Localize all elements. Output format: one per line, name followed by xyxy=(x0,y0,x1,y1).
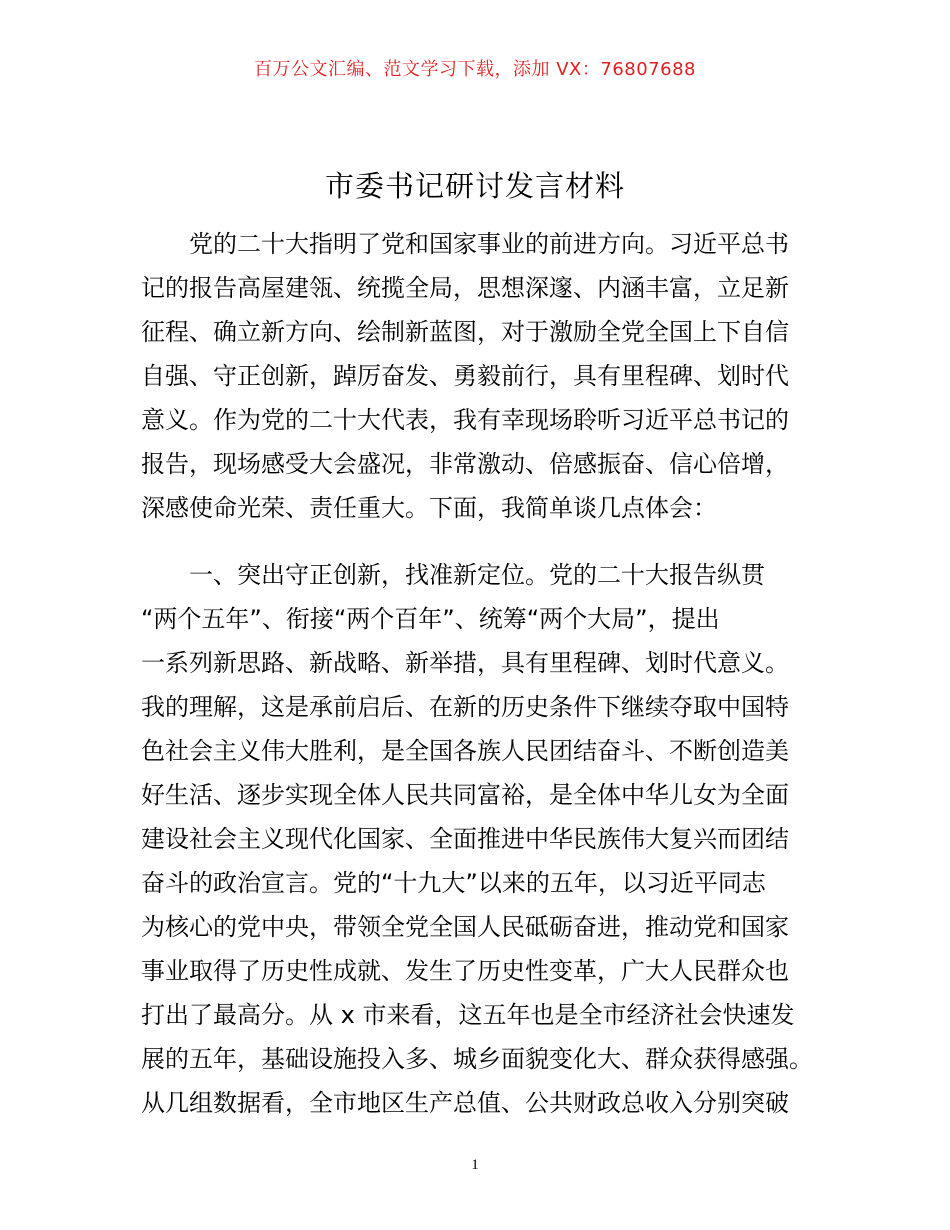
text-line: 党的二十大指明了党和国家事业的前进方向。习近平总书 xyxy=(141,230,789,258)
text-line: 展的五年，基础设施投入多、城乡面貌变化大、群众获得感强。 xyxy=(141,1045,813,1073)
text-line: 色社会主义伟大胜利，是全国各族人民团结奋斗、不断创造美 xyxy=(141,737,789,765)
text-line: “两个五年”、衔接“两个百年”、统筹“两个大局”，提出 xyxy=(141,605,720,633)
text-line: 从几组数据看，全市地区生产总值、公共财政总收入分别突破 xyxy=(141,1089,789,1117)
text-line: 为核心的党中央，带领全党全国人民砥砺奋进，推动党和国家 xyxy=(141,913,789,941)
document-body xyxy=(141,222,813,1125)
text-line: 报告，现场感受大会盛况，非常激动、倍感振奋、信心倍增， xyxy=(141,450,789,478)
paragraph-gap xyxy=(141,530,813,553)
text-line: 自强、守正创新，踔厉奋发、勇毅前行，具有里程碑、划时代 xyxy=(141,362,789,390)
page-number: 1 xyxy=(471,1157,479,1173)
text-line: 一、突出守正创新，找准新定位。党的二十大报告纵贯 xyxy=(141,561,765,589)
text-line: 事业取得了历史性成就、发生了历史性变革，广大人民群众也 xyxy=(141,957,789,985)
paragraph-1 xyxy=(141,222,813,530)
promo-header: 百万公文汇编、范文学习下载，添加 VX：76807688 xyxy=(254,59,696,80)
document-title: 市委书记研讨发言材料 xyxy=(324,169,625,203)
text-line: 记的报告高屋建瓴、统揽全局，思想深邃、内涵丰富，立足新 xyxy=(141,274,789,302)
text-line: 打出了最高分。从 x 市来看，这五年也是全市经济社会快速发 xyxy=(141,1001,795,1029)
paragraph-2 xyxy=(141,553,813,1125)
text-line: 意义。作为党的二十大代表，我有幸现场聆听习近平总书记的 xyxy=(141,406,789,434)
text-line: 奋斗的政治宣言。党的“十九大”以来的五年，以习近平同志 xyxy=(141,869,766,897)
text-line: 一系列新思路、新战略、新举措，具有里程碑、划时代意义。 xyxy=(141,649,789,677)
text-line: 我的理解，这是承前启后、在新的历史条件下继续夺取中国特 xyxy=(141,693,789,721)
text-line: 好生活、逐步实现全体人民共同富裕，是全体中华儿女为全面 xyxy=(141,781,789,809)
text-line: 建设社会主义现代化国家、全面推进中华民族伟大复兴而团结 xyxy=(141,825,789,853)
text-line: 深感使命光荣、责任重大。下面，我简单谈几点体会： xyxy=(141,494,717,522)
text-line: 征程、确立新方向、绘制新蓝图，对于激励全党全国上下自信 xyxy=(141,318,789,346)
